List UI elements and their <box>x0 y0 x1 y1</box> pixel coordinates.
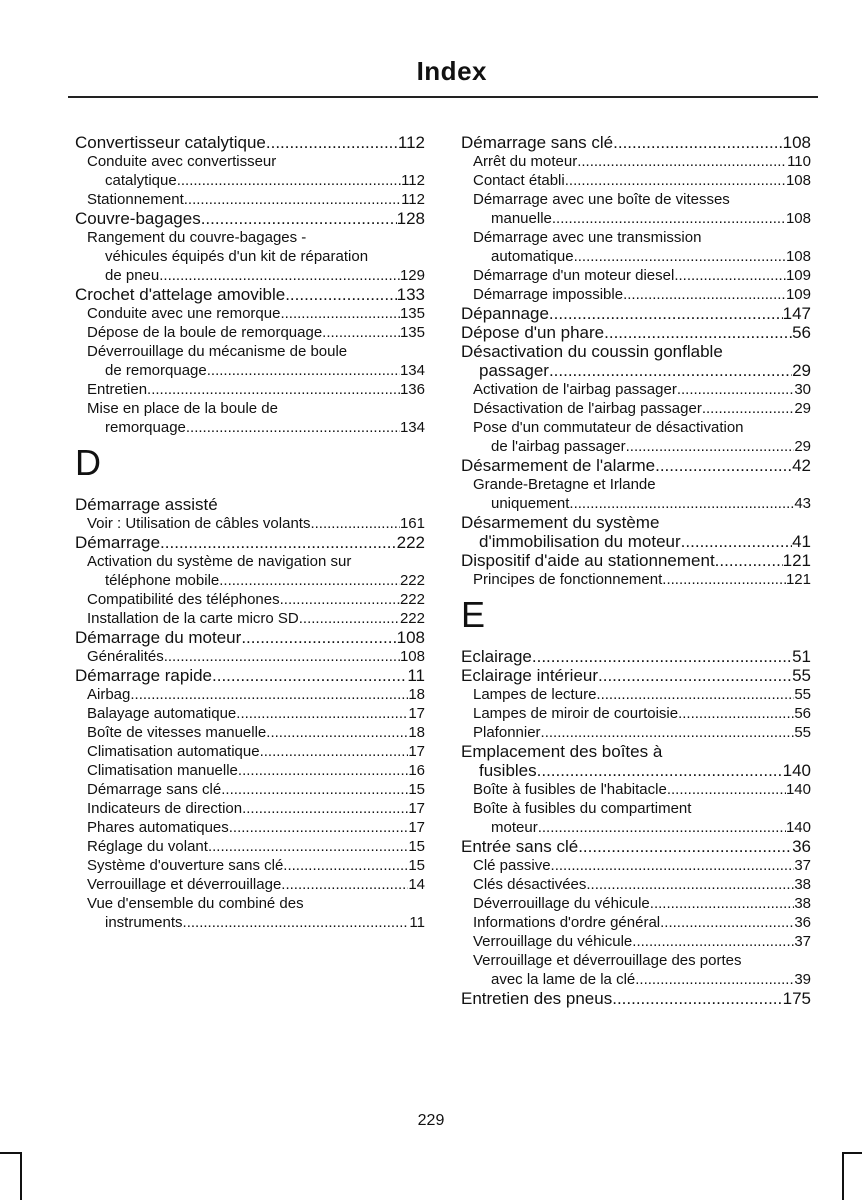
entry-text: Installation de la carte micro SD <box>87 610 299 627</box>
dot-leader <box>541 723 795 742</box>
index-subentry <box>75 837 425 856</box>
index-subentry <box>461 171 811 190</box>
entry-text: Indicateurs de direction <box>87 800 243 817</box>
entry-text: Informations d'ordre général <box>473 914 661 931</box>
page-reference[interactable]: 112 <box>401 191 425 208</box>
entry-text: Eclairage intérieur <box>461 666 599 685</box>
page-reference[interactable]: 108 <box>785 172 811 189</box>
dot-leader <box>266 723 408 742</box>
entry-text: Contact établi <box>473 172 565 189</box>
index-subentry <box>461 475 811 513</box>
index-entry <box>461 551 811 570</box>
index-entry <box>75 133 425 152</box>
page-reference[interactable]: 55 <box>794 724 811 741</box>
page-reference[interactable]: 108 <box>785 210 811 227</box>
entry-text: Conduite avec convertisseur <box>87 153 277 170</box>
index-subentry <box>461 685 811 704</box>
dot-leader <box>626 437 795 456</box>
entry-text: Dépose de la boule de remorquage <box>87 324 323 341</box>
entry-text: Climatisation automatique <box>87 743 260 760</box>
page-title-text: Index <box>416 56 487 86</box>
entry-text: Grande-Bretagne et Irlande <box>473 476 656 493</box>
entry-text: Rangement du couvre-bagages - <box>87 229 307 246</box>
dot-leader <box>632 932 794 951</box>
index-entry <box>461 456 811 475</box>
page-reference[interactable]: 222 <box>396 533 425 552</box>
entry-text: véhicules équipés d'un kit de réparation <box>105 248 369 265</box>
entry-text: Généralités <box>87 648 164 665</box>
entry-text: de pneu <box>105 267 160 284</box>
entry-text: Eclairage <box>461 647 532 666</box>
entry-text: Mise en place de la boule de <box>87 400 278 417</box>
entry-text: Clés désactivées <box>473 876 587 893</box>
entry-text: Démarrage assisté <box>75 495 218 514</box>
entry-text: Couvre-bagages <box>75 209 201 228</box>
dot-leader <box>702 399 794 418</box>
page-reference[interactable]: 51 <box>792 647 811 666</box>
dot-leader <box>201 209 397 228</box>
dot-leader <box>532 647 792 666</box>
entry-text: Démarrage avec une boîte de vitesses <box>473 191 730 208</box>
entry-text: Lampes de lecture <box>473 686 597 703</box>
dot-leader <box>650 894 795 913</box>
index-subentry <box>461 266 811 285</box>
entry-text: Démarrage rapide <box>75 666 213 685</box>
index-entry <box>75 666 425 685</box>
index-subentry <box>75 342 425 380</box>
entry-text: téléphone mobile <box>105 572 220 589</box>
index-right-column <box>461 133 811 1008</box>
index-subentry <box>75 742 425 761</box>
index-subentry <box>75 856 425 875</box>
page-reference[interactable]: 56 <box>794 705 811 722</box>
entry-text: moteur <box>491 819 538 836</box>
index-subentry <box>75 647 425 666</box>
index-subentry <box>461 799 811 837</box>
entry-text: Conduite avec une remorque <box>87 305 281 322</box>
entry-text: Crochet d'attelage amovible <box>75 285 286 304</box>
page-reference[interactable]: 43 <box>794 495 811 512</box>
entry-text: Démarrage du moteur <box>75 628 242 647</box>
entry-text: d'immobilisation du moteur <box>479 532 681 551</box>
crop-mark-left-vertical <box>20 1152 22 1200</box>
index-entry <box>75 209 425 228</box>
entry-text: automatique <box>491 248 574 265</box>
page-reference[interactable]: 16 <box>408 762 425 779</box>
index-entry <box>461 647 811 666</box>
page-reference[interactable]: 140 <box>785 819 811 836</box>
index-subentry <box>461 856 811 875</box>
dot-leader <box>678 704 794 723</box>
dot-leader <box>177 171 401 190</box>
dot-leader <box>164 647 400 666</box>
entry-text: Emplacement des boîtes à <box>461 742 663 761</box>
entry-text: Activation du système de navigation sur <box>87 553 352 570</box>
index-entry <box>75 533 425 552</box>
dot-leader <box>574 247 786 266</box>
index-subentry <box>75 323 425 342</box>
dot-leader <box>549 361 792 380</box>
dot-leader <box>310 514 400 533</box>
section-letter: E <box>461 594 486 635</box>
index-entry <box>461 342 811 380</box>
page-reference[interactable]: 222 <box>399 610 425 627</box>
index-entry <box>461 837 811 856</box>
page-reference[interactable]: 109 <box>785 267 811 284</box>
dot-leader <box>221 780 408 799</box>
index-subentry <box>461 418 811 456</box>
dot-leader <box>241 628 396 647</box>
index-subentry <box>75 780 425 799</box>
index-subentry <box>75 152 425 190</box>
page-reference[interactable]: 112 <box>401 172 425 189</box>
entry-text: Désactivation de l'airbag passager <box>473 400 702 417</box>
index-subentry <box>75 228 425 285</box>
dot-leader <box>130 685 408 704</box>
dot-leader <box>160 533 397 552</box>
index-subentry <box>75 685 425 704</box>
dot-leader <box>667 780 786 799</box>
index-subentry <box>75 894 425 932</box>
dot-leader <box>147 380 400 399</box>
page-reference[interactable]: 55 <box>794 686 811 703</box>
page-reference[interactable]: 108 <box>399 648 425 665</box>
entry-text: Phares automatiques <box>87 819 229 836</box>
dot-leader <box>655 456 792 475</box>
page-reference[interactable]: 112 <box>397 133 425 152</box>
index-subentry <box>461 190 811 228</box>
dot-leader <box>280 304 400 323</box>
index-subentry <box>75 875 425 894</box>
entry-text: Démarrage sans clé <box>461 133 614 152</box>
index-subentry <box>461 723 811 742</box>
index-subentry <box>75 818 425 837</box>
dot-leader <box>577 152 787 171</box>
entry-text: Démarrage d'un moteur diesel <box>473 267 675 284</box>
entry-text: manuelle <box>491 210 552 227</box>
entry-text: Lampes de miroir de courtoisie <box>473 705 679 722</box>
page-reference[interactable]: 55 <box>792 666 811 685</box>
index-entry <box>461 323 811 342</box>
entry-text: Balayage automatique <box>87 705 237 722</box>
entry-text: fusibles <box>479 761 537 780</box>
dot-leader <box>285 285 396 304</box>
entry-text: Stationnement <box>87 191 184 208</box>
page-reference[interactable]: 175 <box>782 989 811 1008</box>
page-reference[interactable]: 17 <box>408 705 425 722</box>
index-entry <box>461 666 811 685</box>
index-subentry <box>461 932 811 951</box>
dot-leader <box>623 285 786 304</box>
page-reference[interactable]: 56 <box>792 323 811 342</box>
page-reference[interactable]: 14 <box>408 876 425 893</box>
entry-text: Démarrage sans clé <box>87 781 222 798</box>
page-reference[interactable]: 29 <box>794 438 811 455</box>
dot-leader <box>613 133 783 152</box>
entry-text: Convertisseur catalytique <box>75 133 266 152</box>
page-reference[interactable]: 17 <box>408 743 425 760</box>
page-reference[interactable]: 121 <box>785 571 811 588</box>
page-reference[interactable]: 147 <box>782 304 811 323</box>
index-subentry <box>461 780 811 799</box>
entry-text: Plafonnier <box>473 724 541 741</box>
page-reference[interactable]: 222 <box>399 572 425 589</box>
dot-leader <box>186 418 400 437</box>
entry-text: Vue d'ensemble du combiné des <box>87 895 304 912</box>
dot-leader <box>677 380 794 399</box>
entry-text: Démarrage impossible <box>473 286 624 303</box>
entry-text: Verrouillage et déverrouillage <box>87 876 282 893</box>
page-reference[interactable]: 39 <box>794 971 811 988</box>
entry-text: Principes de fonctionnement <box>473 571 663 588</box>
dot-leader <box>283 856 408 875</box>
entry-text: Déverrouillage du mécanisme de boule <box>87 343 348 360</box>
entry-text: catalytique <box>105 172 177 189</box>
entry-text: Démarrage <box>75 533 161 552</box>
page-reference[interactable]: 134 <box>399 362 425 379</box>
page-reference[interactable]: 11 <box>409 914 425 931</box>
entry-text: Système d'ouverture sans clé <box>87 857 284 874</box>
page-reference[interactable]: 18 <box>408 686 425 703</box>
entry-text: Désarmement de l'alarme <box>461 456 656 475</box>
page-reference[interactable]: 110 <box>787 153 811 170</box>
index-subentry <box>461 570 811 589</box>
page-reference[interactable]: 15 <box>408 838 425 855</box>
page-reference[interactable]: 15 <box>408 781 425 798</box>
entry-text: Dispositif d'aide au stationnement <box>461 551 715 570</box>
page-reference[interactable]: 29 <box>794 400 811 417</box>
page-reference[interactable]: 38 <box>794 895 811 912</box>
entry-text: Désactivation du coussin gonflable <box>461 342 723 361</box>
dot-leader <box>260 742 409 761</box>
index-subentry <box>75 514 425 533</box>
entry-text: Verrouillage du véhicule <box>473 933 633 950</box>
page-reference[interactable]: 11 <box>407 666 425 685</box>
dot-leader <box>242 799 408 818</box>
dot-leader <box>569 494 794 513</box>
page-reference[interactable]: 109 <box>785 286 811 303</box>
entry-text: uniquement <box>491 495 570 512</box>
page-reference[interactable]: 29 <box>792 361 811 380</box>
index-subentry <box>75 190 425 209</box>
index-subentry <box>461 399 811 418</box>
crop-mark-right-horizontal <box>842 1152 862 1154</box>
dot-leader <box>229 818 409 837</box>
index-subentry <box>461 704 811 723</box>
dot-leader <box>266 133 398 152</box>
entry-text: Entretien <box>87 381 148 398</box>
dot-leader <box>612 989 782 1008</box>
dot-leader <box>586 875 794 894</box>
index-subentry <box>461 380 811 399</box>
dot-leader <box>207 361 400 380</box>
index-subentry <box>75 761 425 780</box>
index-subentry <box>461 913 811 932</box>
crop-mark-right-vertical <box>842 1152 844 1200</box>
index-subentry <box>461 875 811 894</box>
entry-text: avec la lame de la clé <box>491 971 636 988</box>
dot-leader <box>208 837 408 856</box>
entry-text: Boîte de vitesses manuelle <box>87 724 267 741</box>
entry-text: Activation de l'airbag passager <box>473 381 677 398</box>
index-entry <box>75 628 425 647</box>
dot-leader <box>551 856 795 875</box>
section-letter: D <box>75 442 101 483</box>
dot-leader <box>184 190 401 209</box>
page-reference[interactable]: 133 <box>396 285 425 304</box>
dot-leader <box>280 590 400 609</box>
entry-text: Déverrouillage du véhicule <box>473 895 650 912</box>
dot-leader <box>212 666 407 685</box>
index-subentry <box>461 228 811 266</box>
index-subentry <box>461 951 811 989</box>
entry-text: Verrouillage et déverrouillage des portes <box>473 952 742 969</box>
dot-leader <box>322 323 400 342</box>
dot-leader <box>159 266 400 285</box>
index-subentry <box>75 399 425 437</box>
index-subentry <box>75 304 425 323</box>
entry-text: Climatisation manuelle <box>87 762 238 779</box>
page-reference[interactable]: 17 <box>408 819 425 836</box>
dot-leader <box>549 304 783 323</box>
page-reference[interactable]: 129 <box>399 267 425 284</box>
page-reference[interactable]: 37 <box>794 933 811 950</box>
page-reference[interactable]: 135 <box>399 324 425 341</box>
entry-text: Désarmement du système <box>461 513 660 532</box>
page-title <box>0 56 818 87</box>
page-reference[interactable]: 161 <box>399 515 425 532</box>
dot-leader <box>604 323 792 342</box>
crop-mark-left-horizontal <box>0 1152 20 1154</box>
index-subentry <box>75 609 425 628</box>
index-entry <box>461 304 811 323</box>
entry-text: Airbag <box>87 686 131 703</box>
page-reference[interactable]: 37 <box>794 857 811 874</box>
index-entry <box>461 133 811 152</box>
index-subentry <box>75 380 425 399</box>
dot-leader <box>596 685 794 704</box>
page-reference[interactable]: 222 <box>399 591 425 608</box>
entry-text: Voir : Utilisation de câbles volants <box>87 515 311 532</box>
dot-leader <box>552 209 786 228</box>
dot-leader <box>219 571 400 590</box>
index-subentry <box>461 894 811 913</box>
dot-leader <box>635 970 794 989</box>
page-reference[interactable]: 18 <box>408 724 425 741</box>
entry-text: de remorquage <box>105 362 207 379</box>
entry-text: Arrêt du moteur <box>473 153 578 170</box>
entry-text: Dépannage <box>461 304 549 323</box>
page-number: 229 <box>417 1112 445 1129</box>
page-reference[interactable]: 38 <box>794 876 811 893</box>
entry-text: Entrée sans clé <box>461 837 579 856</box>
page-reference[interactable]: 15 <box>408 857 425 874</box>
dot-leader <box>299 609 400 628</box>
page-reference[interactable]: 108 <box>396 628 425 647</box>
index-entry <box>461 513 811 551</box>
header-rule <box>68 96 818 98</box>
dot-leader <box>238 761 408 780</box>
index-subentry <box>75 552 425 590</box>
dot-leader <box>715 551 783 570</box>
dot-leader <box>662 570 786 589</box>
page-reference[interactable]: 140 <box>782 761 811 780</box>
entry-text: remorquage <box>105 419 186 436</box>
index-entry <box>461 989 811 1008</box>
page-reference[interactable]: 136 <box>399 381 425 398</box>
index-entry <box>461 742 811 780</box>
dot-leader <box>236 704 408 723</box>
page-reference[interactable]: 128 <box>396 209 425 228</box>
entry-text: passager <box>479 361 549 380</box>
dot-leader <box>183 913 410 932</box>
page-reference[interactable]: 41 <box>792 532 811 551</box>
dot-leader <box>538 818 786 837</box>
page-reference[interactable]: 17 <box>408 800 425 817</box>
dot-leader <box>598 666 792 685</box>
index-entry <box>75 495 425 514</box>
page-reference[interactable]: 30 <box>794 381 811 398</box>
entry-text: Compatibilité des téléphones <box>87 591 280 608</box>
entry-text: Démarrage avec une transmission <box>473 229 702 246</box>
entry-text: Réglage du volant <box>87 838 208 855</box>
page-reference[interactable]: 108 <box>782 133 811 152</box>
dot-leader <box>681 532 792 551</box>
page-reference[interactable]: 42 <box>792 456 811 475</box>
index-subentry <box>75 704 425 723</box>
entry-text: Boîte à fusibles du compartiment <box>473 800 692 817</box>
dot-leader <box>565 171 786 190</box>
index-subentry <box>75 590 425 609</box>
index-subentry <box>75 799 425 818</box>
page-reference[interactable]: 134 <box>399 419 425 436</box>
entry-text: de l'airbag passager <box>491 438 626 455</box>
dot-leader <box>674 266 786 285</box>
page-reference[interactable]: 135 <box>399 305 425 322</box>
dot-leader <box>281 875 408 894</box>
index-subentry <box>461 285 811 304</box>
entry-text: Clé passive <box>473 857 551 874</box>
dot-leader <box>537 761 783 780</box>
page-reference[interactable]: 36 <box>792 837 811 856</box>
entry-text: Pose d'un commutateur de désactivation <box>473 419 744 436</box>
entry-text: Boîte à fusibles de l'habitacle <box>473 781 667 798</box>
page-reference[interactable]: 140 <box>785 781 811 798</box>
index-subentry <box>75 723 425 742</box>
entry-text: Dépose d'un phare <box>461 323 605 342</box>
dot-leader <box>578 837 792 856</box>
page-reference[interactable]: 108 <box>785 248 811 265</box>
index-entry <box>75 285 425 304</box>
entry-text: Entretien des pneus <box>461 989 613 1008</box>
dot-leader <box>660 913 794 932</box>
index-subentry <box>461 152 811 171</box>
page-reference[interactable]: 121 <box>782 551 811 570</box>
page-reference[interactable]: 36 <box>794 914 811 931</box>
entry-text: instruments <box>105 914 183 931</box>
index-left-column <box>75 133 425 932</box>
